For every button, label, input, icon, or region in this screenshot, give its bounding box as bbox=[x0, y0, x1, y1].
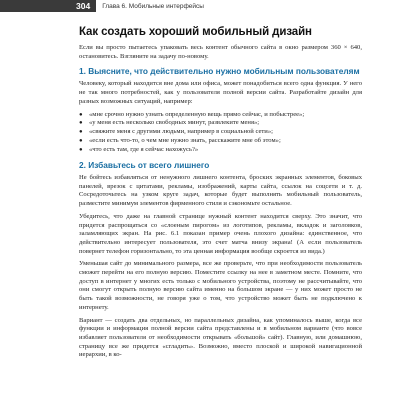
list-item: ● «если есть что-то, о чем мне нужно знать, расскажите мне об этом»; bbox=[79, 137, 281, 145]
bullet-icon: ● bbox=[79, 129, 83, 136]
list-item: ● «у меня есть несколько свободных минут, развлеките меня»; bbox=[79, 119, 260, 127]
section-2-paragraph: Уменьшая сайт до минимального размера, все же проверьте, что при необходимости пользователь сможет перейти на его полную версию. Поместите ссылку на нее в заметном месте. Помните, что доступ в интернет у многих есть только с мобильного устройства, поэтому не рассчитывайте, что они смогут открыть полную версию сайта именно на большом экране — у них может просто не быть такой возможности, не говоря уже о том, что устройство может быть не подключено к интернету. bbox=[79, 260, 362, 311]
running-head bbox=[0, 0, 420, 12]
bullet-icon: ● bbox=[79, 111, 83, 118]
chapter-title: Глава 6. Мобильные интерфейсы bbox=[102, 2, 204, 10]
list-item: ● «мне срочно нужно узнать определенную вещь прямо сейчас, и побыстрее»; bbox=[79, 110, 305, 118]
section-2-paragraph: Убедитесь, что даже на главной странице нужный контент находится сверху. Это значит, что придется распрощаться со «слоеным пирогом» из логотипов, рекламы, вкладок и заголовков, заламляющих экран. На рис. 6.1 показан пример очень плохого дизайна: единственное, что действительно интересует пользователя, это счет матча внизу экрана! (А если пользователь повернет телефон горизонтально, то эта ценная информация вообще скроется из вида.) bbox=[79, 212, 362, 255]
page-content bbox=[79, 26, 362, 364]
intro-paragraph: Если вы просто пытаетесь упаковать весь контент обычного сайта в окно размером 360 × 640, остановитесь. Взгляните на задачу по-новому. bbox=[79, 44, 362, 60]
situations-list bbox=[79, 111, 362, 156]
section-1-paragraph: Человеку, который находится вне дома или офиса, может понадобиться всего одна функция. У него не так много потребностей, как у пользователя полной версии сайта. Разработайте дизайн для разных возможных ситуаций, например: bbox=[79, 80, 362, 105]
list-item: ● «что есть там, где я сейчас нахожусь?» bbox=[79, 146, 199, 154]
page-number: 304 bbox=[0, 0, 96, 12]
bullet-icon: ● bbox=[79, 147, 83, 154]
section-2-heading: 2. Избавьтесь от всего лишнего bbox=[79, 160, 210, 171]
bullet-icon: ● bbox=[79, 120, 83, 127]
section-1-heading: 1. Выясните, что действительно нужно мобильным пользователям bbox=[79, 66, 360, 77]
bullet-icon: ● bbox=[79, 138, 83, 145]
list-item: ● «свяжите меня с другими людьми, например в социальной сети»; bbox=[79, 128, 273, 136]
page-title: Как создать хороший мобильный дизайн bbox=[79, 26, 312, 38]
section-2-paragraph: Не бойтесь избавляться от ненужного лишнего контента, броских экранных элементов, боковых панелей, врезок с цитатами, рекламы, изображений, карты сайта, ссылок на соцсети и т. д. Сосредоточьтесь на узком круге задач, которые будет выполнять мобильный пользователь, разместите минимум элементов фирменного стиля и сэкономьте остальное. bbox=[79, 174, 362, 208]
section-2-paragraph: Вариант — создать два отдельных, но параллельных дизайна, как упоминалось выше, когда все функции и информация полной версии сайта представлены и в мобильном варианте (что вовсе избавляет пользователя от необходимости открывать «большой» сайт). Главную, или домашнюю, страницу все же придется «сгладить». Возможно, вместо плоской и широкой навигационной иерархии, в ко- bbox=[79, 316, 362, 359]
